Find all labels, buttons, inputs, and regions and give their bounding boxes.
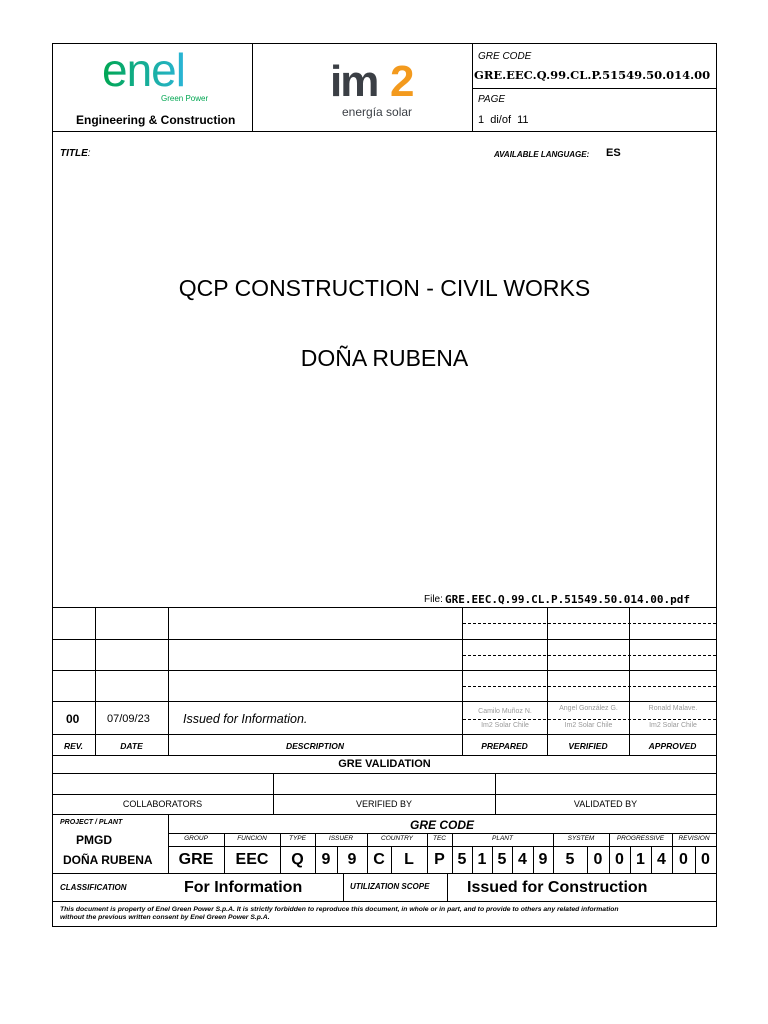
svg-text:2: 2 bbox=[390, 58, 415, 106]
project-line-2: DOÑA RUBENA bbox=[63, 853, 153, 867]
verified-name: Angel González G. bbox=[559, 705, 618, 712]
code-funcion: EEC bbox=[235, 851, 269, 868]
gre-validation-title: GRE VALIDATION bbox=[338, 758, 431, 770]
available-language-label: AVAILABLE LANGUAGE: bbox=[494, 150, 590, 159]
classification-value: For Information bbox=[184, 879, 303, 896]
validated-by-label: VALIDATED BY bbox=[573, 799, 638, 809]
code-plant-3: 5 bbox=[497, 851, 507, 868]
project-line-1: PMGD bbox=[76, 833, 112, 847]
header-prepared: PREPARED bbox=[481, 741, 528, 751]
col-country-label: COUNTRY bbox=[381, 835, 413, 842]
col-type-label: TYPE bbox=[289, 835, 306, 842]
prepared-company: Im2 Solar Chile bbox=[481, 722, 529, 729]
revision-description: Issued for Information. bbox=[183, 712, 308, 726]
col-issuer-label: ISSUER bbox=[328, 835, 354, 842]
gre-code-title: GRE CODE bbox=[409, 818, 474, 832]
header-rev: REV. bbox=[63, 741, 84, 751]
code-plant-2: 1 bbox=[477, 851, 487, 868]
code-progressive-1: 0 bbox=[615, 851, 624, 868]
disclaimer-line-1: This document is property of Enel Green Power S.p.A. It is strictly forbidden to reproduce this document, in whole or in part, and to provide to others any related information bbox=[60, 906, 619, 913]
svg-text:enel: enel bbox=[102, 46, 185, 96]
gre-code-value: GRE.EEC.Q.99.CL.P.51549.50.014.00 bbox=[474, 68, 711, 82]
code-revision-1: 0 bbox=[679, 851, 688, 868]
verified-company: Im2 Solar Chile bbox=[564, 722, 613, 729]
classification-label: CLASSIFICATION bbox=[60, 883, 127, 892]
file-label: File: bbox=[424, 594, 443, 605]
file-name: GRE.EEC.Q.99.CL.P.51549.50.014.00.pdf bbox=[445, 593, 691, 606]
available-language-value: ES bbox=[606, 147, 621, 159]
utilization-scope-label: UTILIZATION SCOPE bbox=[350, 882, 430, 891]
code-system-1: 5 bbox=[565, 851, 575, 868]
header-approved: APPROVED bbox=[648, 741, 697, 751]
verified-by-label: VERIFIED BY bbox=[355, 799, 412, 809]
code-plant-5: 9 bbox=[538, 851, 548, 868]
utilization-scope-value: Issued for Construction bbox=[467, 879, 648, 896]
code-progressive-3: 4 bbox=[657, 851, 666, 868]
code-revision-2: 0 bbox=[701, 851, 710, 868]
project-plant-label: PROJECT / PLANT bbox=[60, 819, 123, 826]
revision-date: 07/09/23 bbox=[107, 713, 150, 725]
page-value: 1 di/of 11 bbox=[478, 114, 529, 126]
header-description: DESCRIPTION bbox=[285, 741, 345, 751]
code-system-2: 0 bbox=[593, 851, 603, 868]
code-issuer-2: 9 bbox=[347, 851, 357, 868]
page-label: PAGE bbox=[478, 94, 506, 105]
revision-number: 00 bbox=[66, 712, 80, 726]
code-group: GRE bbox=[178, 851, 214, 868]
document-main-title: QCP CONSTRUCTION - CIVIL WORKS bbox=[178, 275, 591, 301]
prepared-name: Camilo Muñoz N. bbox=[478, 708, 532, 715]
header-verified: VERIFIED bbox=[568, 741, 608, 751]
code-plant-1: 5 bbox=[457, 851, 467, 868]
code-progressive-2: 1 bbox=[636, 851, 645, 868]
approved-company: Im2 Solar Chile bbox=[649, 722, 697, 729]
collaborators-label: COLLABORATORS bbox=[122, 799, 203, 809]
company-division: Engineering & Construction bbox=[76, 113, 236, 127]
header-date: DATE bbox=[120, 741, 143, 751]
col-plant-label: PLANT bbox=[492, 835, 513, 842]
title-label: TITLE: bbox=[60, 148, 91, 159]
col-funcion-label: FUNCION bbox=[237, 835, 267, 842]
col-tec-label: TEC bbox=[433, 835, 446, 842]
im2-logo bbox=[328, 58, 428, 108]
code-country-1: C bbox=[373, 851, 385, 868]
col-revision-label: REVISION bbox=[678, 835, 710, 842]
code-country-2: L bbox=[404, 851, 414, 868]
code-issuer-1: 9 bbox=[321, 851, 331, 868]
gre-code-label: GRE CODE bbox=[478, 51, 532, 62]
code-type: Q bbox=[291, 851, 304, 868]
col-group-label: GROUP bbox=[184, 835, 208, 842]
disclaimer-line-2: without the previous written consent by Enel Green Power S.p.A. bbox=[60, 914, 270, 921]
col-system-label: SYSTEM bbox=[567, 835, 595, 842]
svg-text:im: im bbox=[330, 58, 378, 106]
enel-subtitle: Green Power bbox=[161, 94, 209, 103]
approved-name: Ronald Malave. bbox=[648, 705, 698, 712]
code-tec: P bbox=[434, 851, 445, 868]
im2-subtitle: energía solar bbox=[342, 105, 413, 119]
document-subtitle: DOÑA RUBENA bbox=[300, 345, 469, 371]
col-progressive-label: PROGRESSIVE bbox=[616, 835, 665, 842]
code-plant-4: 4 bbox=[518, 851, 527, 868]
